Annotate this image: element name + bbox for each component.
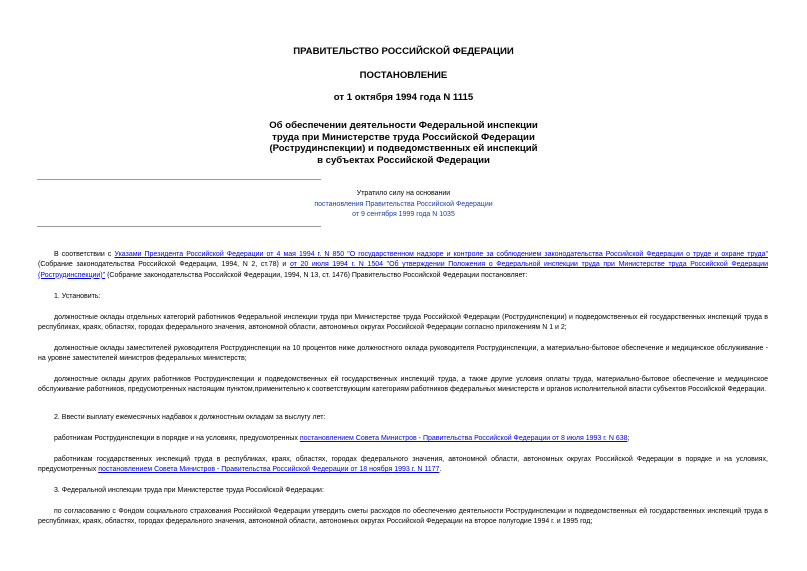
paragraph-text: работникам государственных инспекций труда в республиках, краях, областях, городах федерального значения, автономной области, автономных округах Российской Федерации в порядке и на условиях, предусмотренных bbox=[38, 456, 768, 474]
issuing-body: ПРАВИТЕЛЬСТВО РОССИЙСКОЙ ФЕДЕРАЦИИ bbox=[293, 46, 514, 57]
document-date-number: от 1 октября 1994 года N 1115 bbox=[333, 92, 474, 103]
paragraph-clause-2: 2. Ввести выплату ежемесячных надбавок к должностным окладам за выслугу лет: bbox=[54, 414, 326, 421]
paragraph-salaries: должностные оклады отдельных категорий работников Федеральной инспекции труда при Министерстве труда Российской Федерации (Рострудинспекции) и подведомственных ей государственных инспекций труда в республиках, краях, областях, городах федерального значения, автономной области, автономных округах Российской Федерации согласно приложениям N 1 и 2; bbox=[38, 314, 768, 332]
paragraph-deputies: должностные оклады заместителей руководителя Рострудинспекции на 10 процентов ниже должностного оклада руководителя Рострудинспекции, а материально-бытовое обеспечение и медицинское обслуживание - на уровне заместителей министров федеральных министерств; bbox=[38, 345, 768, 363]
paragraph-rostrud-staff bbox=[38, 434, 768, 444]
paragraph-text: ; bbox=[627, 435, 630, 442]
title-line: (Рострудинспекции) и подведомственных ей инспекций bbox=[269, 143, 538, 154]
paragraph-clause-1: 1. Установить: bbox=[54, 293, 101, 300]
decree-1504-link[interactable]: от 20 июля 1994 г. N 1504 "Об утверждении Положения о Федеральной инспекции труда при Министерстве труда Российской Федерации (Рострудинспекции)" bbox=[38, 261, 768, 279]
paragraph-text: . bbox=[439, 466, 442, 474]
annulment-text: Утратило силу на основании bbox=[356, 190, 451, 197]
paragraph-text: (Собрание законодательства Российской Федерации, 1994, N 13, ст. 1476) Правительство Российской Федерации постановляет: bbox=[105, 271, 528, 279]
annulment-link[interactable]: постановления Правительства Российской Федерации bbox=[314, 200, 493, 208]
paragraph-other-staff: должностные оклады других работников Рострудинспекции и подведомственных ей государственных инспекций труда, а также другие условия оплаты труда, материально-бытовое обеспечение и медицинское обслуживание работников, предусмотренных настоящим пунктом,применительно к соответствующим категориям работников федеральных министерств и органов исполнительной власти субъектов Российской Федерации. bbox=[38, 376, 768, 394]
paragraph-text: В соответствии с bbox=[54, 251, 115, 258]
document-type: ПОСТАНОВЛЕНИЕ bbox=[359, 70, 448, 81]
paragraph-preamble bbox=[38, 250, 768, 281]
title-line: в субъектах Российской Федерации bbox=[317, 154, 490, 166]
annulment-link-date[interactable]: от 9 сентября 1999 года N 1035 bbox=[352, 211, 455, 218]
paragraph-budget: по согласованию с Фондом социального страхования Российской Федерации утвердить сметы расходов по обеспечению деятельности Рострудинспекции и подведомственных ей государственных инспекций труда в республиках, краях, областях, городах федерального значения, автономной области, автономных округах Российской Федерации на второе полугодие 1994 г. и 1995 год; bbox=[38, 508, 768, 526]
resolution-1177-link[interactable]: постановлением Совета Министров - Правительства Российской Федерации от 18 ноября 1993 г. N 1177 bbox=[98, 466, 440, 474]
divider-top bbox=[37, 179, 321, 180]
resolution-638-link[interactable]: постановлением Совета Министров - Правительства Российской Федерации от 8 июля 1993 г. N 638 bbox=[299, 435, 628, 442]
paragraph-text: (Собрание законодательства Российской Федерации, 1994, N 2, ст.78) и bbox=[38, 261, 290, 269]
paragraph-text: работникам Рострудинспекции в порядке и на условиях, предусмотренных bbox=[54, 435, 300, 442]
decree-850-link[interactable]: Указами Президента Российской Федерации от 4 мая 1994 г. N 850 "О государственном надзоре и контроле за соблюдением законодательства Российской Федерации о труде и охране труда" bbox=[114, 251, 768, 258]
paragraph-regional-staff bbox=[38, 455, 768, 476]
paragraph-clause-3: 3. Федеральной инспекции труда при Министерстве труда Российской Федерации: bbox=[54, 487, 324, 494]
title-line: Об обеспечении деятельности Федеральной инспекции bbox=[269, 120, 538, 131]
title-line: труда при Министерстве труда Российской Федерации bbox=[272, 131, 535, 143]
divider-bottom bbox=[37, 226, 321, 227]
